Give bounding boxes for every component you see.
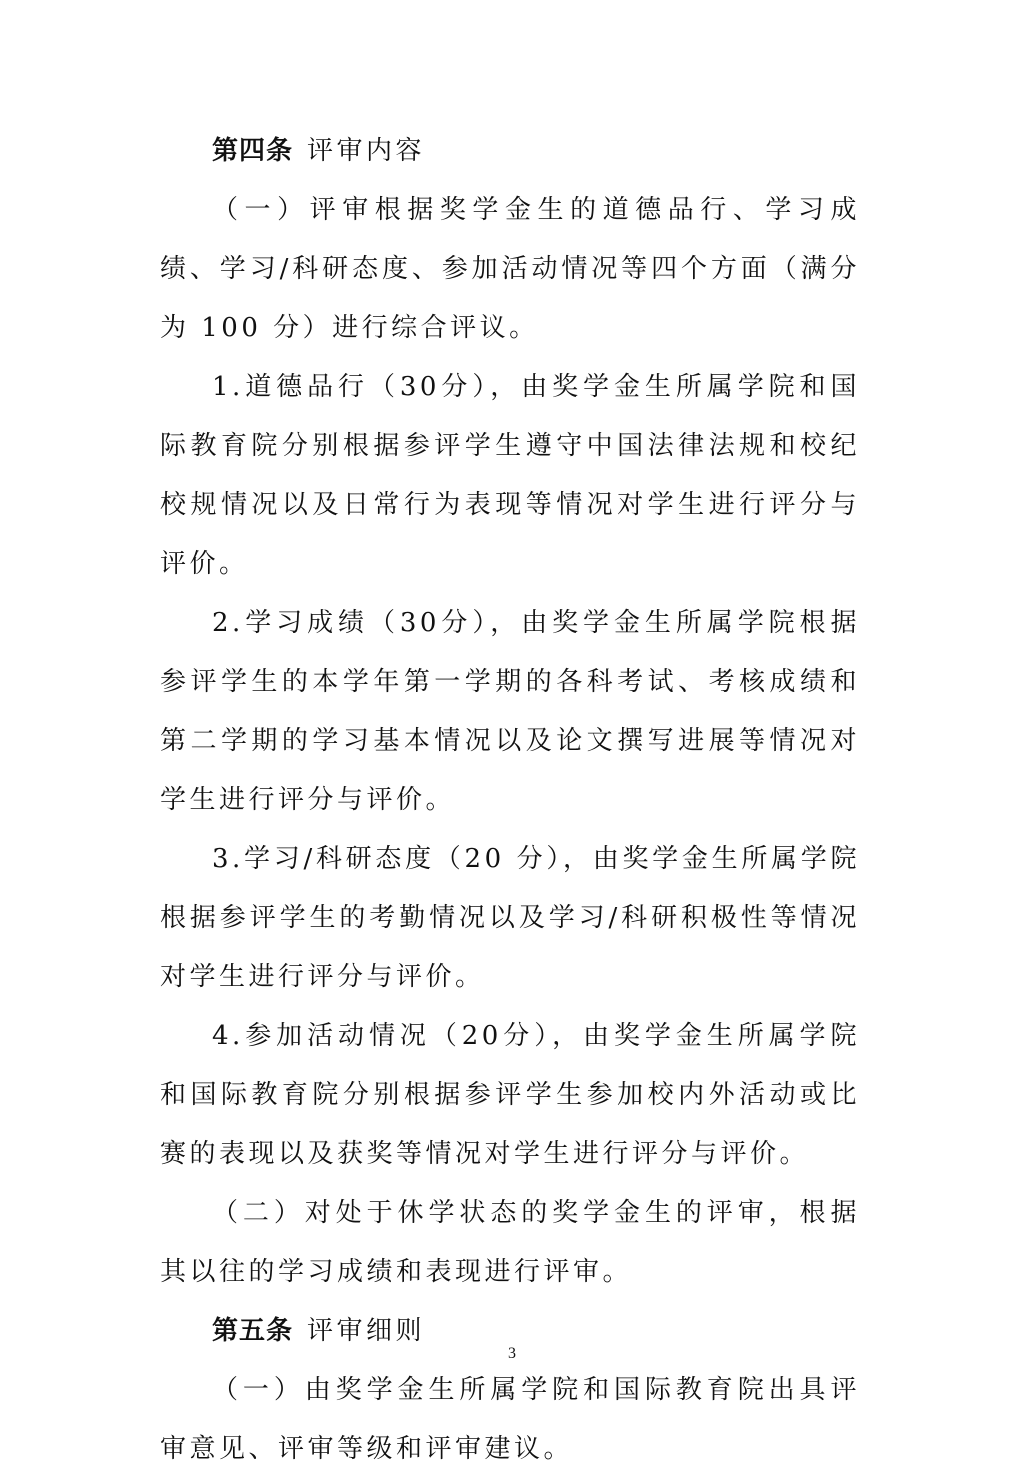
document-body	[160, 122, 860, 1479]
article-4-paragraph-4: 3.学习/科研态度（20 分），由奖学金生所属学院根据参评学生的考勤情况以及学习/科研积极性等情况对学生进行评分与评价。	[160, 844, 860, 992]
article-4-title: 评审内容	[307, 136, 426, 166]
article-4-heading	[160, 122, 860, 181]
article-4-paragraph-5: 4.参加活动情况（20分），由奖学金生所属学院和国际教育院分别根据参评学生参加校内外活动或比赛的表现以及获奖等情况对学生进行评分与评价。	[160, 1021, 860, 1169]
article-4-number: 第四条	[212, 136, 294, 166]
article-4-paragraph-3: 2.学习成绩（30分），由奖学金生所属学院根据参评学生的本学年第一学期的各科考试、考核成绩和第二学期的学习基本情况以及论文撰写进展等情况对学生进行评分与评价。	[160, 608, 860, 815]
article-5-paragraph-1: （一）由奖学金生所属学院和国际教育院出具评审意见、评审等级和评审建议。	[160, 1375, 860, 1464]
article-4-paragraph-6: （二）对处于休学状态的奖学金生的评审，根据其以往的学习成绩和表现进行评审。	[160, 1198, 860, 1287]
article-4-paragraph-2: 1.道德品行（30分），由奖学金生所属学院和国际教育院分别根据参评学生遵守中国法律法规和校纪校规情况以及日常行为表现等情况对学生进行评分与评价。	[160, 372, 860, 579]
article-4-paragraph-1: （一）评审根据奖学金生的道德品行、学习成绩、学习/科研态度、参加活动情况等四个方面（满分为 100 分）进行综合评议。	[160, 195, 860, 343]
article-5-title: 评审细则	[307, 1316, 426, 1346]
article-5-number: 第五条	[212, 1316, 294, 1346]
page-number: 3	[508, 1345, 516, 1362]
